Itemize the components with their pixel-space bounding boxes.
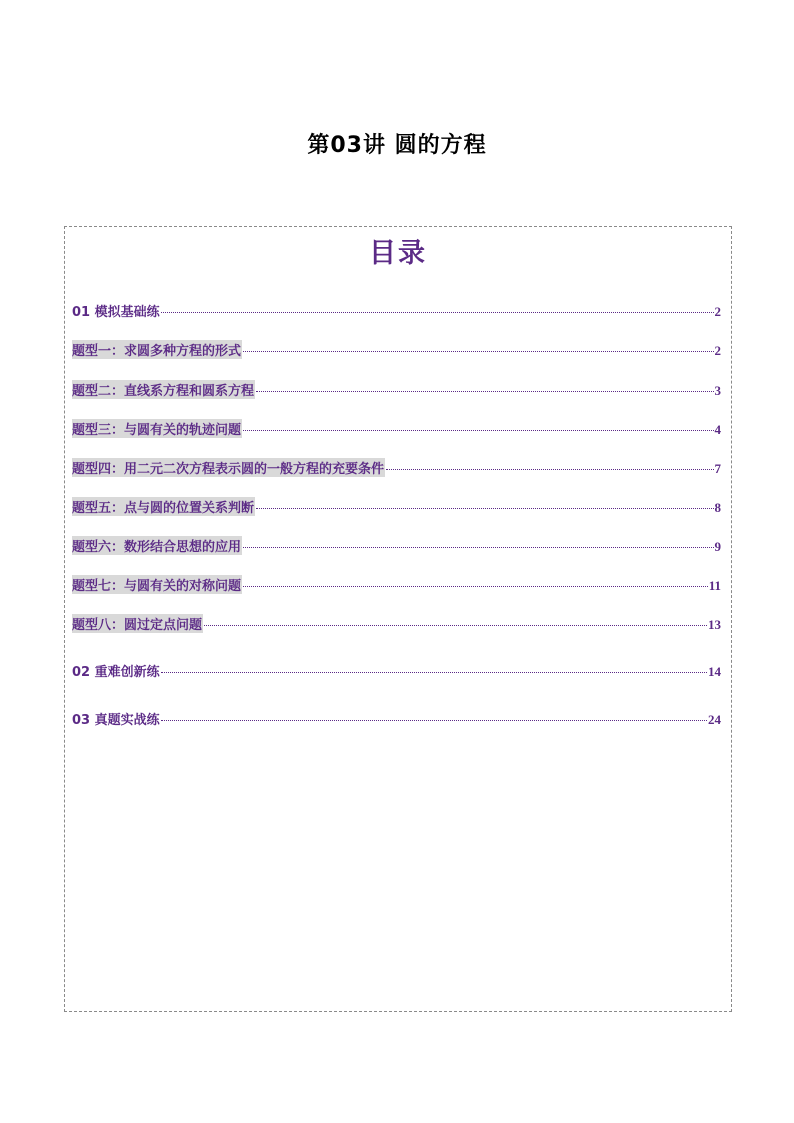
toc-leader-dots xyxy=(243,351,713,352)
toc-item-advanced-practice[interactable] xyxy=(72,661,721,681)
page-title: 第03讲 圆的方程 xyxy=(307,133,487,158)
toc-item-label: 题型一：求圆多种方程的形式 xyxy=(72,340,242,359)
toc-item-basic-practice[interactable] xyxy=(72,301,721,321)
toc-item-page: 3 xyxy=(714,383,721,398)
toc-item-label: 题型四：用二元二次方程表示圆的一般方程的充要条件 xyxy=(72,458,385,477)
toc-item-label: 02 重难创新练 xyxy=(72,665,160,680)
toc-item-label: 题型八：圆过定点问题 xyxy=(72,614,203,633)
toc-item-type-7[interactable] xyxy=(72,575,721,595)
toc-item-exam-practice[interactable] xyxy=(72,709,721,729)
toc-item-type-1[interactable] xyxy=(72,340,721,360)
toc-item-type-6[interactable] xyxy=(72,536,721,556)
toc-item-label: 题型七：与圆有关的对称问题 xyxy=(72,575,242,594)
toc-leader-dots xyxy=(243,547,713,548)
toc-heading: 目录 xyxy=(369,238,427,269)
toc-item-type-3[interactable] xyxy=(72,419,721,439)
toc-item-label: 题型六：数形结合思想的应用 xyxy=(72,536,242,555)
toc-item-label: 题型三：与圆有关的轨迹问题 xyxy=(72,419,242,438)
toc-item-label: 题型二：直线系方程和圆系方程 xyxy=(72,380,255,399)
toc-item-page: 9 xyxy=(714,539,721,554)
toc-item-label: 题型五：点与圆的位置关系判断 xyxy=(72,497,255,516)
toc-item-page: 14 xyxy=(708,664,721,679)
toc-item-label: 01 模拟基础练 xyxy=(72,305,160,320)
table-of-contents xyxy=(64,226,732,1012)
toc-item-page: 24 xyxy=(708,712,721,727)
toc-item-page: 4 xyxy=(714,422,721,437)
toc-leader-dots xyxy=(161,720,707,721)
toc-leader-dots xyxy=(256,391,713,392)
toc-leader-dots xyxy=(161,672,707,673)
toc-leader-dots xyxy=(243,430,713,431)
toc-item-type-2[interactable] xyxy=(72,380,721,400)
toc-leader-dots xyxy=(386,469,713,470)
toc-item-page: 8 xyxy=(714,500,721,515)
toc-item-type-8[interactable] xyxy=(72,614,721,634)
toc-leader-dots xyxy=(243,586,708,587)
toc-item-page: 7 xyxy=(714,461,721,476)
toc-leader-dots xyxy=(161,312,714,313)
toc-item-page: 13 xyxy=(708,617,721,632)
toc-leader-dots xyxy=(256,508,713,509)
toc-item-type-5[interactable] xyxy=(72,497,721,517)
toc-item-type-4[interactable] xyxy=(72,458,721,478)
toc-item-page: 2 xyxy=(714,343,721,358)
toc-item-page: 11 xyxy=(708,578,721,593)
toc-item-page: 2 xyxy=(714,304,721,319)
toc-leader-dots xyxy=(204,625,707,626)
toc-item-label: 03 真题实战练 xyxy=(72,713,160,728)
